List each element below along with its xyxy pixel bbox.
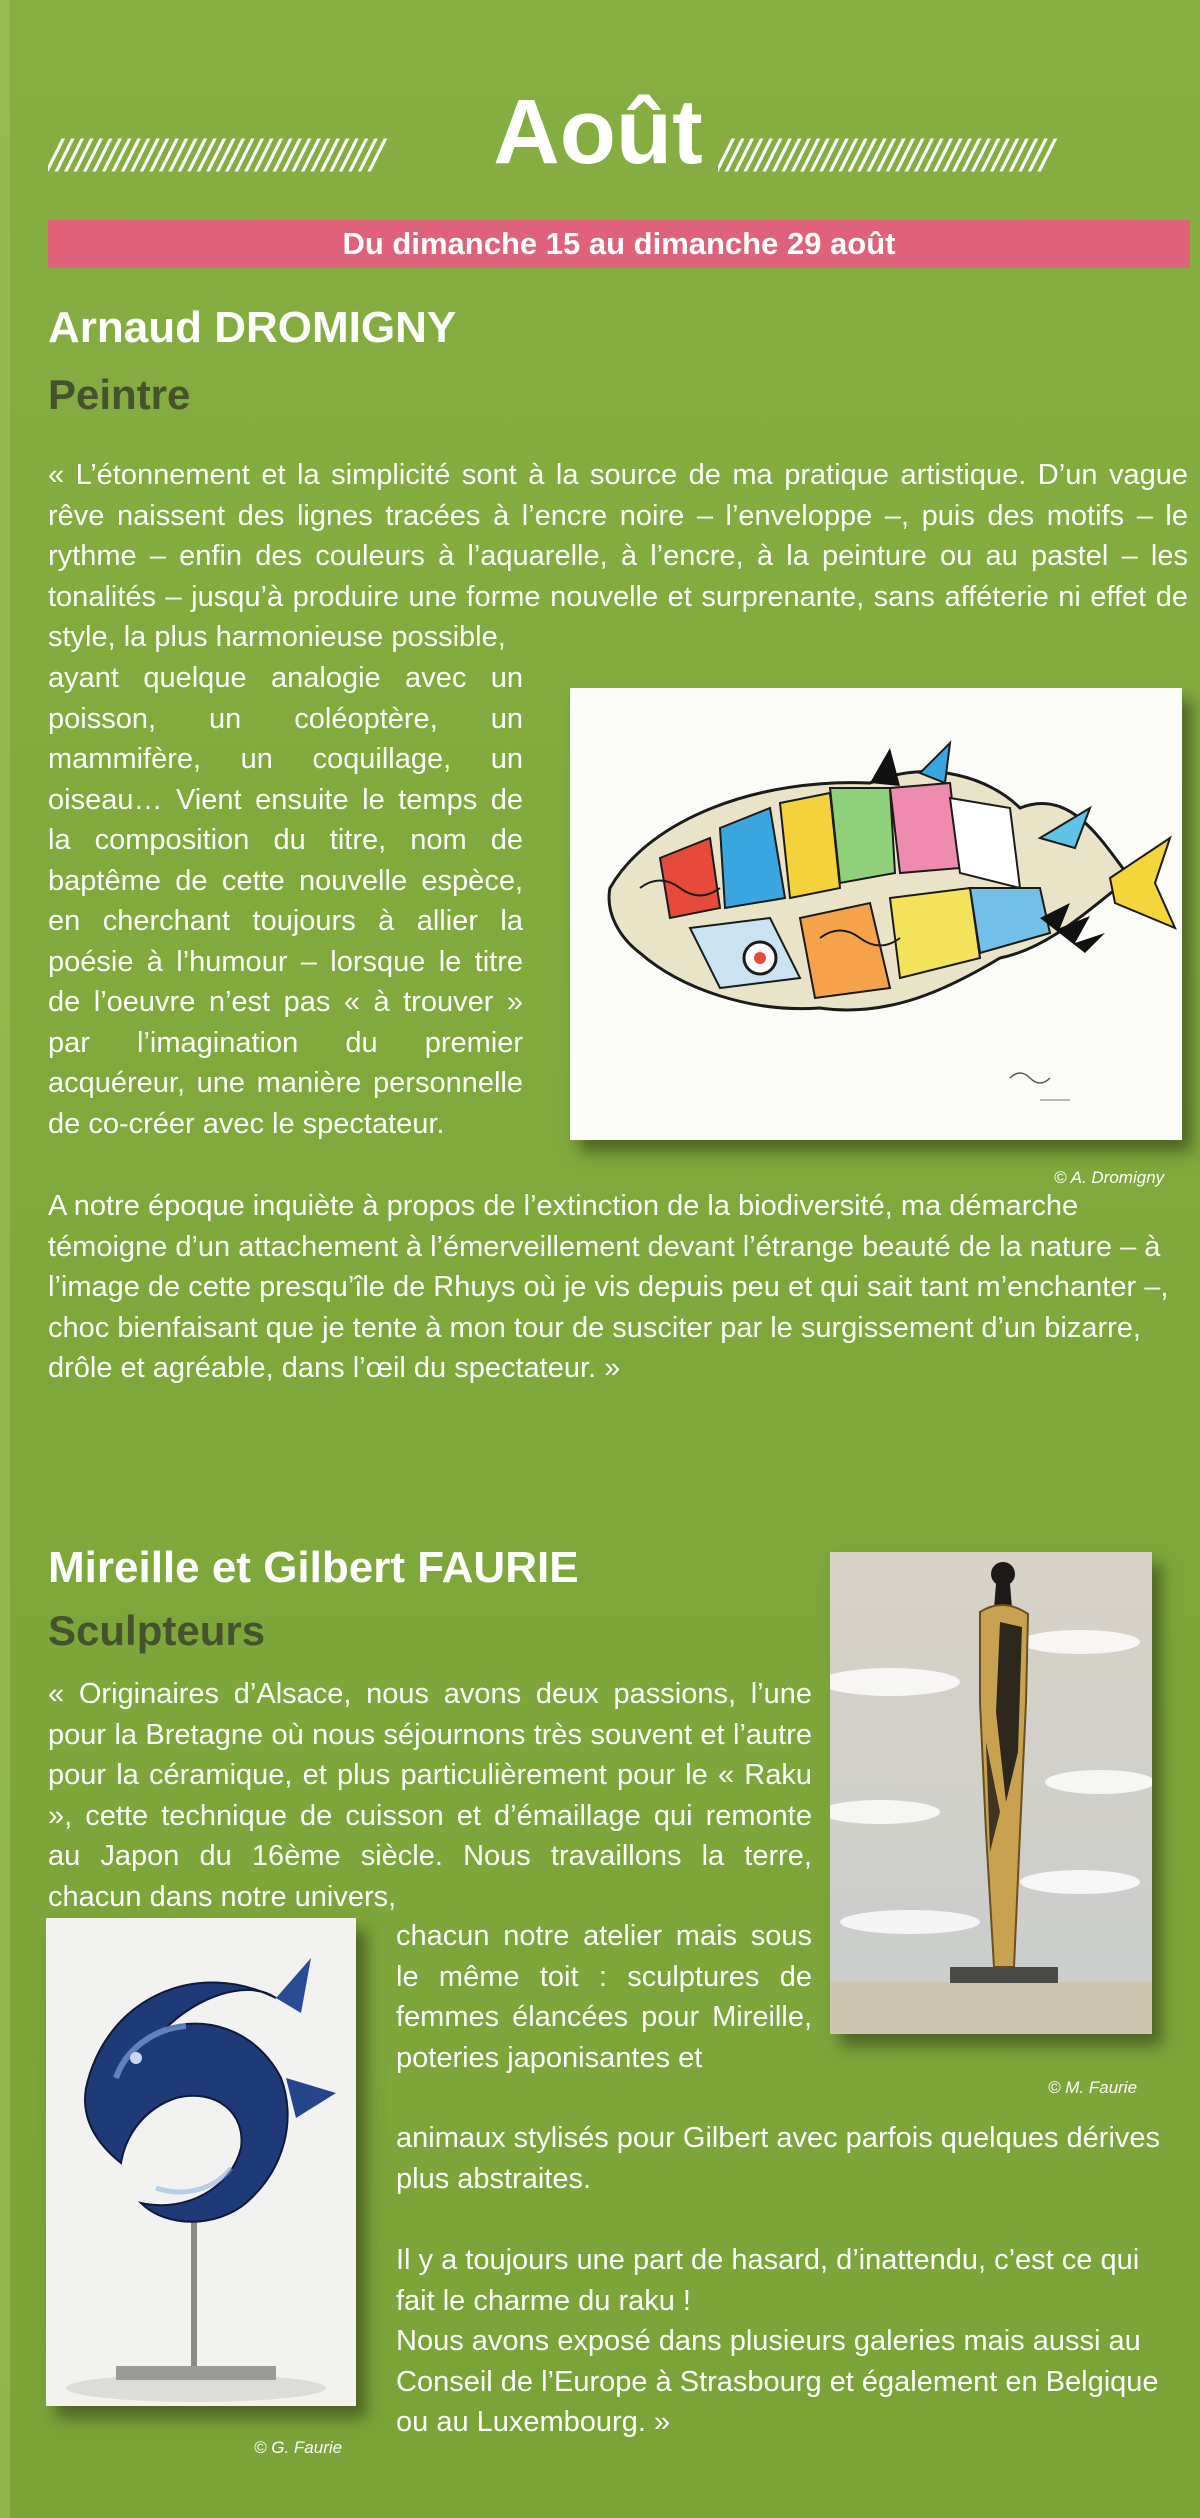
ceramic-fish-sculpture-illustration (46, 1918, 356, 2406)
woman-sculpture-image (830, 1552, 1152, 2034)
credit-g-faurie: © G. Faurie (254, 2438, 343, 2457)
artist-role-painter: Peintre (48, 371, 191, 418)
artist2-paragraph-continued: animaux stylisés pour Gilbert avec parfois quelques dérives plus abstraites. (396, 2122, 1161, 2195)
page-edge (0, 0, 10, 2518)
artist2-paragraph-wrapped: chacun notre atelier mais sous le même toit : sculptures de femmes élancées pour Mireille, poteries japonisantes et (396, 1920, 812, 2074)
artist-name-dromigny: Arnaud DROMIGNY (48, 303, 457, 352)
artist1-paragraph-intro: « L’étonnement et la simplicité sont à la source de ma pratique artistique. D’un vague rêve naissent des lignes tracées à l’encre noire – l’enveloppe –, puis des motifs – le rythme – enfin des couleurs à l’aquarelle, à l’encre, à la peinture ou au pastel – les tonalités – jusqu’à produire une forme nouvelle et surprenante, sans afféterie ni effet de style, la plus harmonieuse possible, (48, 459, 1188, 653)
fish-painting-image (570, 688, 1182, 1140)
credit-m-faurie: © M. Faurie (1048, 2078, 1138, 2097)
ceramic-sculpture-image (46, 1918, 356, 2406)
artist1-paragraph-closing: A notre époque inquiète à propos de l’extinction de la biodiversité, ma démarche témoigne d’un attachement à l’émerveillement devant l’étrange beauté de la nature – à l’image de cette presqu’île de Rhuys où je vis depuis peu et qui sait tant m’enchanter –, choc bienfaisant que je tente à mon tour de susciter par le surgissement d’un bizarre, drôle et agréable, dans l’œil du spectateur. » (48, 1190, 1169, 1384)
woman-sculpture-illustration (830, 1552, 1152, 2034)
artist1-paragraph-wrapped: ayant quelque analogie avec un poisson, un coléoptère, un mammifère, un coquillage, un oiseau… Vient ensuite le temps de la composition du titre, nom de baptême de cette nouvelle espèce, en cherchant toujours à allier la poésie à l’humour – lorsque le titre de l’oeuvre n’est pas « à trouver » par l’imagination du premier acquéreur, une manière personnelle de co-créer avec le spectateur. (48, 662, 523, 1140)
artist2-paragraph-intro: « Originaires d’Alsace, nous avons deux passions, l’une pour la Bretagne où nous séjournons très souvent et l’autre pour la céramique, et plus particulièrement pour le « Raku », cette technique de cuisson et d’émaillage qui remonte au Japon du 16ème siècle. Nous travaillons la terre, chacun dans notre univers, (48, 1678, 812, 1913)
credit-dromigny: © A. Dromigny (1054, 1168, 1165, 1187)
fish-painting-illustration (570, 688, 1182, 1140)
date-range-band: Du dimanche 15 au dimanche 29 août (48, 220, 1190, 268)
artist2-paragraph-closing (396, 2240, 1166, 2443)
artist-name-faurie: Mireille et Gilbert FAURIE (48, 1543, 579, 1592)
hatch-decoration-right: /////////////////////////////////// (718, 132, 1050, 172)
artist2-closing-line-1: Il y a toujours une part de hasard, d’inattendu, c’est ce qui fait le charme du raku ! (396, 2244, 1140, 2317)
artist2-closing-line-2: Nous avons exposé dans plusieurs galeries mais aussi au Conseil de l’Europe à Strasbourg et également en Belgique ou au Luxembourg. » (396, 2325, 1159, 2438)
artist-role-sculptors: Sculpteurs (48, 1607, 266, 1654)
month-title: Août (493, 81, 703, 183)
month-header (48, 72, 1188, 192)
hatch-decoration-left: /////////////////////////////////// (48, 132, 380, 172)
